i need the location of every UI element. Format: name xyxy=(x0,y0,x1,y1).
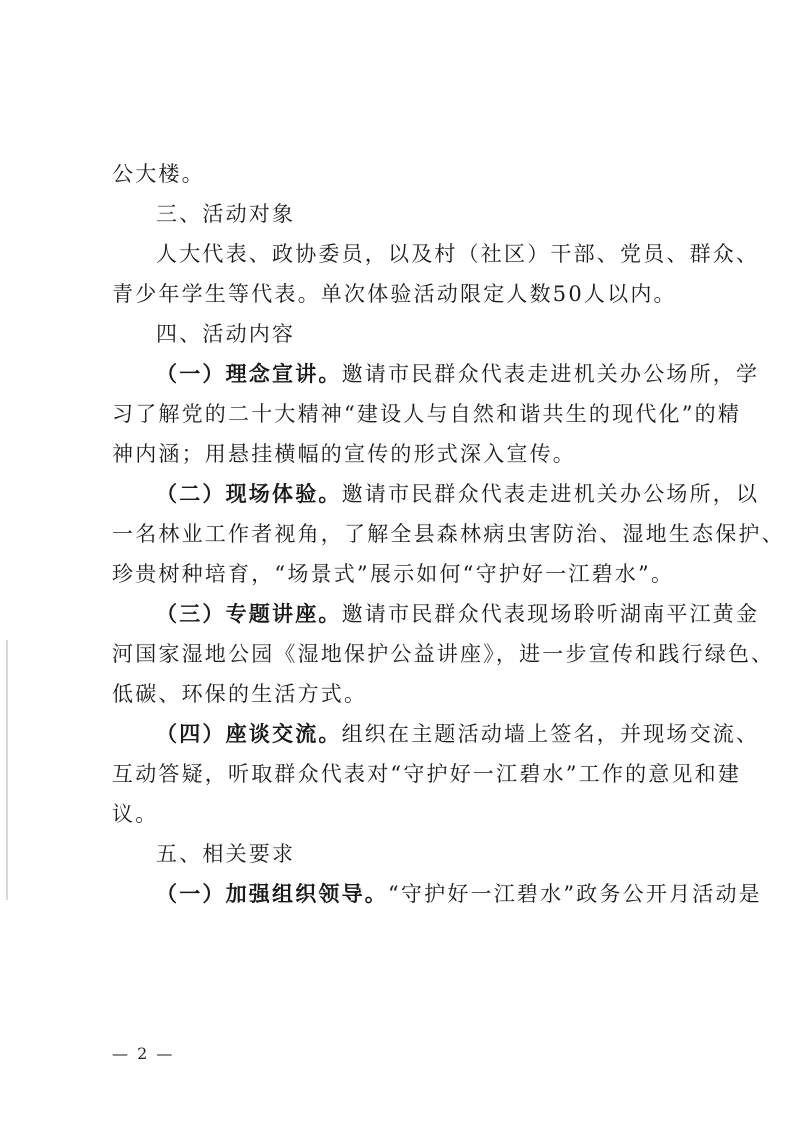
text-line: 人大代表、政协委员，以及村（社区）干部、党员、群众、 xyxy=(156,242,760,266)
subheading-organization-leadership: （一）加强组织领导。 xyxy=(156,881,388,906)
paragraph-line xyxy=(112,594,760,634)
document-body xyxy=(112,154,785,914)
text-line: 神内涵；用悬挂横幅的宣传的形式深入宣传。 xyxy=(112,442,576,466)
paragraph-text: “守护好一江碧水”政务公开月活动是 xyxy=(388,882,762,906)
paragraph-text: 组织在主题活动墙上签名，并现场交流、 xyxy=(341,722,760,746)
text-line: 习了解党的二十大精神“建设人与自然和谐共生的现代化”的精 xyxy=(112,402,742,426)
section-heading-activity-target: 三、活动对象 xyxy=(156,202,296,226)
text-line: 河国家湿地公园《湿地保护公益讲座》，进一步宣传和践行绿色、 xyxy=(112,642,775,666)
text-line: 议。 xyxy=(112,802,159,826)
paragraph-line xyxy=(112,354,760,394)
subheading-on-site-experience: （二）现场体验。 xyxy=(156,481,342,506)
page-number: — 2 — xyxy=(112,1044,175,1063)
section-heading-activity-content: 四、活动内容 xyxy=(156,322,296,346)
subheading-special-lecture: （三）专题讲座。 xyxy=(156,601,342,626)
text-line: 青少年学生等代表。单次体验活动限定人数50人以内。 xyxy=(112,282,677,306)
paragraph-line xyxy=(112,714,760,754)
text-line: 低碳、环保的生活方式。 xyxy=(112,682,368,706)
paragraph-text: 邀请市民群众代表现场聆听湖南平江黄金 xyxy=(341,602,760,626)
paragraph-line xyxy=(112,874,762,914)
section-heading-related-requirements: 五、相关要求 xyxy=(156,842,296,866)
paragraph-text: 邀请市民群众代表走进机关办公场所，学 xyxy=(341,362,760,386)
text-line: 一名林业工作者视角，了解全县森林病虫害防治、湿地生态保护、 xyxy=(112,522,785,546)
subheading-discussion-exchange: （四）座谈交流。 xyxy=(156,721,342,746)
text-line: 公大楼。 xyxy=(112,162,205,186)
text-line: 互动答疑，听取群众代表对“守护好一江碧水”工作的意见和建 xyxy=(112,762,742,786)
text-line: 珍贵树种培育，“场景式”展示如何“守护好一江碧水”。 xyxy=(112,562,675,586)
subheading-concept-lecture: （一）理念宣讲。 xyxy=(156,361,342,386)
paragraph-line xyxy=(112,474,760,514)
scan-margin-mark xyxy=(6,640,8,900)
paragraph-text: 邀请市民群众代表走进机关办公场所，以 xyxy=(341,482,760,506)
